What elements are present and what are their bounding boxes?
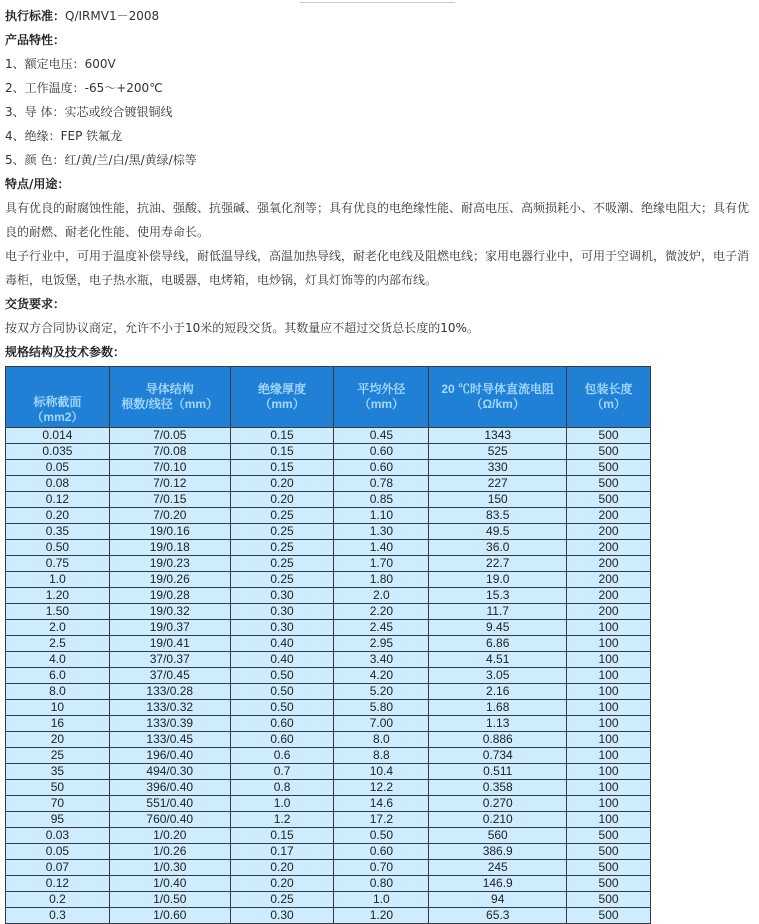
insulation-cell: 0.7 [230, 764, 334, 780]
conductor-cell: 1/0.60 [109, 908, 230, 924]
conductor-cell: 19/0.41 [109, 636, 230, 652]
resistance-cell: 560 [429, 828, 567, 844]
header-conductor-structure: 导体结构 根数/线径（mm） [109, 367, 230, 428]
resistance-cell: 245 [429, 860, 567, 876]
table-row [6, 652, 651, 668]
table-row [6, 796, 651, 812]
length-cell: 100 [567, 812, 651, 828]
table-row [6, 876, 651, 892]
conductor-cell: 37/0.45 [109, 668, 230, 684]
length-cell: 500 [567, 492, 651, 508]
conductor-cell: 1/0.50 [109, 892, 230, 908]
cross-section-cell: 0.08 [6, 476, 110, 492]
length-cell: 100 [567, 780, 651, 796]
length-cell: 500 [567, 428, 651, 444]
cross-section-cell: 50 [6, 780, 110, 796]
length-cell: 100 [567, 652, 651, 668]
insulation-cell: 0.50 [230, 668, 334, 684]
resistance-cell: 525 [429, 444, 567, 460]
cross-section-cell: 0.35 [6, 524, 110, 540]
cross-section-cell: 2.0 [6, 620, 110, 636]
length-cell: 500 [567, 860, 651, 876]
conductor-cell: 494/0.30 [109, 764, 230, 780]
features-paragraph-2: 电子行业中，可用于温度补偿导线，耐低温导线，高温加热导线，耐老化电线及阻燃电线；家用电器行业中，可用于空调机，微波炉，电子消毒柜，电饭堡，电子热水瓶，电暖器，电烤箱，电炒锅，灯具灯饰等的内部布线。 [5, 249, 750, 287]
cross-section-cell: 0.3 [6, 908, 110, 924]
cross-section-cell: 0.20 [6, 508, 110, 524]
conductor-cell: 1/0.26 [109, 844, 230, 860]
diameter-cell: 2.20 [334, 604, 429, 620]
insulation-cell: 0.50 [230, 700, 334, 716]
length-cell: 500 [567, 844, 651, 860]
diameter-cell: 8.0 [334, 732, 429, 748]
diameter-cell: 0.78 [334, 476, 429, 492]
resistance-cell: 150 [429, 492, 567, 508]
property-conductor: 3、导 体：实芯或绞合镀银铜线 [5, 105, 173, 119]
cross-section-cell: 16 [6, 716, 110, 732]
insulation-cell: 0.15 [230, 828, 334, 844]
conductor-cell: 133/0.45 [109, 732, 230, 748]
resistance-cell: 94 [429, 892, 567, 908]
insulation-cell: 0.20 [230, 492, 334, 508]
table-row [6, 636, 651, 652]
conductor-cell: 37/0.37 [109, 652, 230, 668]
cross-section-cell: 35 [6, 764, 110, 780]
table-row [6, 716, 651, 732]
length-cell: 200 [567, 508, 651, 524]
cross-section-cell: 6.0 [6, 668, 110, 684]
table-row [6, 828, 651, 844]
conductor-cell: 19/0.37 [109, 620, 230, 636]
diameter-cell: 3.40 [334, 652, 429, 668]
diameter-cell: 0.60 [334, 444, 429, 460]
resistance-cell: 0.734 [429, 748, 567, 764]
cross-section-cell: 70 [6, 796, 110, 812]
header-package-length: 包装长度 （m） [567, 367, 651, 428]
diameter-cell: 4.20 [334, 668, 429, 684]
diameter-cell: 1.70 [334, 556, 429, 572]
table-row [6, 732, 651, 748]
spec-heading: 规格结构及技术参数： [5, 345, 126, 359]
table-row [6, 892, 651, 908]
cross-section-cell: 4.0 [6, 652, 110, 668]
diameter-cell: 0.85 [334, 492, 429, 508]
resistance-cell: 146.9 [429, 876, 567, 892]
cross-section-cell: 0.014 [6, 428, 110, 444]
conductor-cell: 551/0.40 [109, 796, 230, 812]
spec-table-body [6, 428, 651, 924]
resistance-cell: 330 [429, 460, 567, 476]
insulation-cell: 1.2 [230, 812, 334, 828]
table-row [6, 780, 651, 796]
insulation-cell: 0.25 [230, 556, 334, 572]
standard-line [5, 4, 753, 28]
conductor-cell: 1/0.30 [109, 860, 230, 876]
cross-section-cell: 1.20 [6, 588, 110, 604]
cross-section-cell: 0.12 [6, 492, 110, 508]
resistance-cell: 11.7 [429, 604, 567, 620]
table-row [6, 572, 651, 588]
diameter-cell: 17.2 [334, 812, 429, 828]
cross-section-cell: 0.12 [6, 876, 110, 892]
table-row [6, 508, 651, 524]
table-row [6, 604, 651, 620]
delivery-text: 按双方合同协议商定，允许不小于10米的短段交货。其数量应不超过交货总长度的10%。 [5, 321, 479, 335]
resistance-cell: 22.7 [429, 556, 567, 572]
resistance-cell: 49.5 [429, 524, 567, 540]
insulation-cell: 0.40 [230, 636, 334, 652]
diameter-cell: 8.8 [334, 748, 429, 764]
insulation-cell: 0.40 [230, 652, 334, 668]
length-cell: 200 [567, 604, 651, 620]
resistance-cell: 0.358 [429, 780, 567, 796]
length-cell: 500 [567, 828, 651, 844]
property-insulation: 4、绝缘：FEP 铁氟龙 [5, 129, 123, 143]
length-cell: 200 [567, 540, 651, 556]
features-heading: 特点/用途： [5, 177, 70, 191]
diameter-cell: 1.10 [334, 508, 429, 524]
length-cell: 100 [567, 716, 651, 732]
table-row [6, 764, 651, 780]
resistance-cell: 36.0 [429, 540, 567, 556]
length-cell: 100 [567, 764, 651, 780]
diameter-cell: 2.45 [334, 620, 429, 636]
table-row [6, 476, 651, 492]
table-row [6, 684, 651, 700]
header-cross-section: 标称截面 （mm2） [6, 367, 110, 428]
insulation-cell: 0.25 [230, 540, 334, 556]
conductor-cell: 19/0.23 [109, 556, 230, 572]
table-row [6, 428, 651, 444]
insulation-cell: 0.30 [230, 908, 334, 924]
cross-section-cell: 0.50 [6, 540, 110, 556]
resistance-cell: 386.9 [429, 844, 567, 860]
standard-label: 执行标准： [5, 9, 66, 23]
cross-section-cell: 20 [6, 732, 110, 748]
length-cell: 100 [567, 700, 651, 716]
diameter-cell: 7.00 [334, 716, 429, 732]
cross-section-cell: 0.75 [6, 556, 110, 572]
table-row [6, 460, 651, 476]
insulation-cell: 0.60 [230, 716, 334, 732]
table-row [6, 668, 651, 684]
diameter-cell: 2.0 [334, 588, 429, 604]
insulation-cell: 0.25 [230, 572, 334, 588]
length-cell: 500 [567, 876, 651, 892]
table-row [6, 700, 651, 716]
table-row [6, 860, 651, 876]
diameter-cell: 1.30 [334, 524, 429, 540]
property-colors: 5、颜 色：红/黄/兰/白/黑/黄绿/棕等 [5, 153, 197, 167]
diameter-cell: 14.6 [334, 796, 429, 812]
diameter-cell: 0.60 [334, 460, 429, 476]
conductor-cell: 133/0.28 [109, 684, 230, 700]
diameter-cell: 1.20 [334, 908, 429, 924]
resistance-cell: 227 [429, 476, 567, 492]
length-cell: 200 [567, 588, 651, 604]
length-cell: 200 [567, 524, 651, 540]
properties-heading: 产品特性： [5, 33, 66, 47]
spec-table [5, 366, 651, 924]
insulation-cell: 0.60 [230, 732, 334, 748]
insulation-cell: 0.30 [230, 588, 334, 604]
diameter-cell: 0.60 [334, 844, 429, 860]
length-cell: 100 [567, 796, 651, 812]
resistance-cell: 0.886 [429, 732, 567, 748]
insulation-cell: 0.17 [230, 844, 334, 860]
insulation-cell: 0.20 [230, 476, 334, 492]
conductor-cell: 7/0.20 [109, 508, 230, 524]
conductor-cell: 7/0.10 [109, 460, 230, 476]
cross-section-cell: 0.05 [6, 460, 110, 476]
diameter-cell: 2.95 [334, 636, 429, 652]
property-temperature: 2、工作温度：-65～+200℃ [5, 81, 163, 95]
resistance-cell: 3.05 [429, 668, 567, 684]
resistance-cell: 0.270 [429, 796, 567, 812]
resistance-cell: 4.51 [429, 652, 567, 668]
table-row [6, 540, 651, 556]
product-description [5, 4, 753, 924]
cross-section-cell: 95 [6, 812, 110, 828]
diameter-cell: 1.80 [334, 572, 429, 588]
resistance-cell: 2.16 [429, 684, 567, 700]
resistance-cell: 1.13 [429, 716, 567, 732]
insulation-cell: 0.6 [230, 748, 334, 764]
length-cell: 500 [567, 476, 651, 492]
insulation-cell: 0.8 [230, 780, 334, 796]
length-cell: 100 [567, 636, 651, 652]
resistance-cell: 9.45 [429, 620, 567, 636]
insulation-cell: 0.15 [230, 428, 334, 444]
table-row [6, 748, 651, 764]
conductor-cell: 7/0.05 [109, 428, 230, 444]
table-row [6, 556, 651, 572]
length-cell: 100 [567, 748, 651, 764]
conductor-cell: 19/0.26 [109, 572, 230, 588]
diameter-cell: 0.70 [334, 860, 429, 876]
conductor-cell: 1/0.40 [109, 876, 230, 892]
cross-section-cell: 2.5 [6, 636, 110, 652]
table-row [6, 620, 651, 636]
length-cell: 500 [567, 460, 651, 476]
table-row [6, 812, 651, 828]
diameter-cell: 1.40 [334, 540, 429, 556]
conductor-cell: 19/0.16 [109, 524, 230, 540]
length-cell: 500 [567, 444, 651, 460]
conductor-cell: 133/0.39 [109, 716, 230, 732]
conductor-cell: 19/0.28 [109, 588, 230, 604]
conductor-cell: 396/0.40 [109, 780, 230, 796]
table-row [6, 492, 651, 508]
features-paragraph-1: 具有优良的耐腐蚀性能，抗油、强酸、抗强碱、强氧化剂等；具有优良的电绝缘性能、耐高电压、高频损耗小、不吸潮、绝缘电阻大；具有优良的耐燃、耐老化性能、使用寿命长。 [5, 201, 750, 239]
resistance-cell: 65.3 [429, 908, 567, 924]
conductor-cell: 133/0.32 [109, 700, 230, 716]
length-cell: 500 [567, 908, 651, 924]
insulation-cell: 0.25 [230, 524, 334, 540]
spec-table-header-row [6, 367, 651, 428]
conductor-cell: 196/0.40 [109, 748, 230, 764]
delivery-heading: 交货要求： [5, 297, 66, 311]
diameter-cell: 0.50 [334, 828, 429, 844]
length-cell: 100 [567, 668, 651, 684]
resistance-cell: 0.511 [429, 764, 567, 780]
insulation-cell: 0.20 [230, 876, 334, 892]
diameter-cell: 12.2 [334, 780, 429, 796]
cross-section-cell: 0.05 [6, 844, 110, 860]
length-cell: 100 [567, 684, 651, 700]
conductor-cell: 19/0.18 [109, 540, 230, 556]
table-row [6, 524, 651, 540]
property-rated-voltage: 1、额定电压：600V [5, 57, 116, 71]
cross-section-cell: 8.0 [6, 684, 110, 700]
cross-section-cell: 25 [6, 748, 110, 764]
cross-section-cell: 0.07 [6, 860, 110, 876]
cross-section-cell: 1.0 [6, 572, 110, 588]
conductor-cell: 7/0.08 [109, 444, 230, 460]
standard-value: Q/IRMV1－2008 [65, 9, 160, 23]
insulation-cell: 0.50 [230, 684, 334, 700]
diameter-cell: 0.45 [334, 428, 429, 444]
cross-section-cell: 10 [6, 700, 110, 716]
resistance-cell: 83.5 [429, 508, 567, 524]
resistance-cell: 1343 [429, 428, 567, 444]
resistance-cell: 6.86 [429, 636, 567, 652]
insulation-cell: 0.30 [230, 620, 334, 636]
length-cell: 100 [567, 620, 651, 636]
resistance-cell: 19.0 [429, 572, 567, 588]
diameter-cell: 5.20 [334, 684, 429, 700]
table-row [6, 588, 651, 604]
insulation-cell: 1.0 [230, 796, 334, 812]
insulation-cell: 0.20 [230, 860, 334, 876]
conductor-cell: 1/0.20 [109, 828, 230, 844]
conductor-cell: 760/0.40 [109, 812, 230, 828]
insulation-cell: 0.30 [230, 604, 334, 620]
resistance-cell: 15.3 [429, 588, 567, 604]
cross-section-cell: 1.50 [6, 604, 110, 620]
insulation-cell: 0.25 [230, 892, 334, 908]
header-insulation-thickness: 绝缘厚度 （mm） [230, 367, 334, 428]
header-dc-resistance: 20 ℃时导体直流电阻 （Ω/km） [429, 367, 567, 428]
length-cell: 200 [567, 556, 651, 572]
conductor-cell: 7/0.15 [109, 492, 230, 508]
diameter-cell: 5.80 [334, 700, 429, 716]
diameter-cell: 0.80 [334, 876, 429, 892]
insulation-cell: 0.15 [230, 460, 334, 476]
top-divider [300, 0, 455, 3]
cross-section-cell: 0.035 [6, 444, 110, 460]
length-cell: 500 [567, 892, 651, 908]
insulation-cell: 0.25 [230, 508, 334, 524]
insulation-cell: 0.15 [230, 444, 334, 460]
cross-section-cell: 0.03 [6, 828, 110, 844]
table-row [6, 844, 651, 860]
table-row [6, 908, 651, 924]
cross-section-cell: 0.2 [6, 892, 110, 908]
length-cell: 200 [567, 572, 651, 588]
diameter-cell: 1.0 [334, 892, 429, 908]
conductor-cell: 19/0.32 [109, 604, 230, 620]
resistance-cell: 1.68 [429, 700, 567, 716]
length-cell: 100 [567, 732, 651, 748]
header-average-diameter: 平均外径 （mm） [334, 367, 429, 428]
conductor-cell: 7/0.12 [109, 476, 230, 492]
table-row [6, 444, 651, 460]
resistance-cell: 0.210 [429, 812, 567, 828]
diameter-cell: 10.4 [334, 764, 429, 780]
